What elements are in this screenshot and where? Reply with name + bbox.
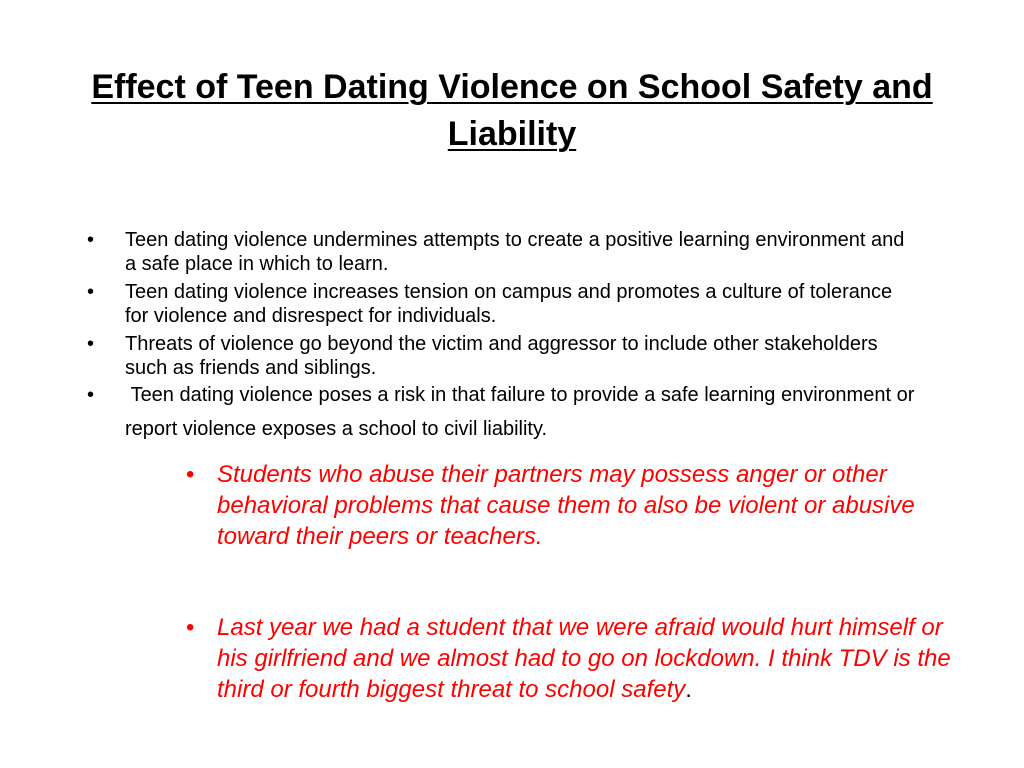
bullet-text: Teen dating violence increases tension on campus and promotes a culture of tolerance for violence and disrespect for individuals.: [125, 281, 893, 327]
quote-bullet-dot-icon: •: [186, 614, 195, 641]
quote-bullet-dot-icon: •: [186, 461, 195, 488]
quote-item: [186, 612, 956, 705]
quote-text: Students who abuse their partners may possess anger or other behavioral problems that cause them to also be violent or abusive toward their peers or teachers.: [217, 461, 915, 550]
bullet-item: [85, 280, 920, 328]
main-bullet-list: [85, 228, 920, 450]
quote-trailing-period: .: [685, 676, 692, 703]
bullet-text: Threats of violence go beyond the victim and aggressor to include other stakeholders such as friends and siblings.: [125, 333, 878, 379]
quote-item: [186, 459, 956, 552]
bullet-dot-icon: •: [87, 384, 95, 406]
bullet-dot-icon: •: [87, 229, 95, 251]
bullet-text: Teen dating violence poses a risk in that failure to provide a safe learning environment or report violence exposes a school to civil liability.: [125, 384, 920, 440]
quote-text: Last year we had a student that we were afraid would hurt himself or his girlfriend and we almost had to go on lockdown. I think TDV is the third or fourth biggest threat to school safety: [217, 614, 951, 703]
slide-title: Effect of Teen Dating Violence on School Safety and Liability: [91, 68, 933, 153]
bullet-item: [85, 332, 920, 380]
bullet-text: Teen dating violence undermines attempts to create a positive learning environment and a safe place in which to learn.: [125, 229, 905, 275]
bullet-item: [85, 378, 920, 446]
bullet-item: [85, 228, 920, 276]
quote-bullet-list: [186, 459, 956, 705]
bullet-dot-icon: •: [87, 281, 95, 303]
bullet-dot-icon: •: [87, 333, 95, 355]
